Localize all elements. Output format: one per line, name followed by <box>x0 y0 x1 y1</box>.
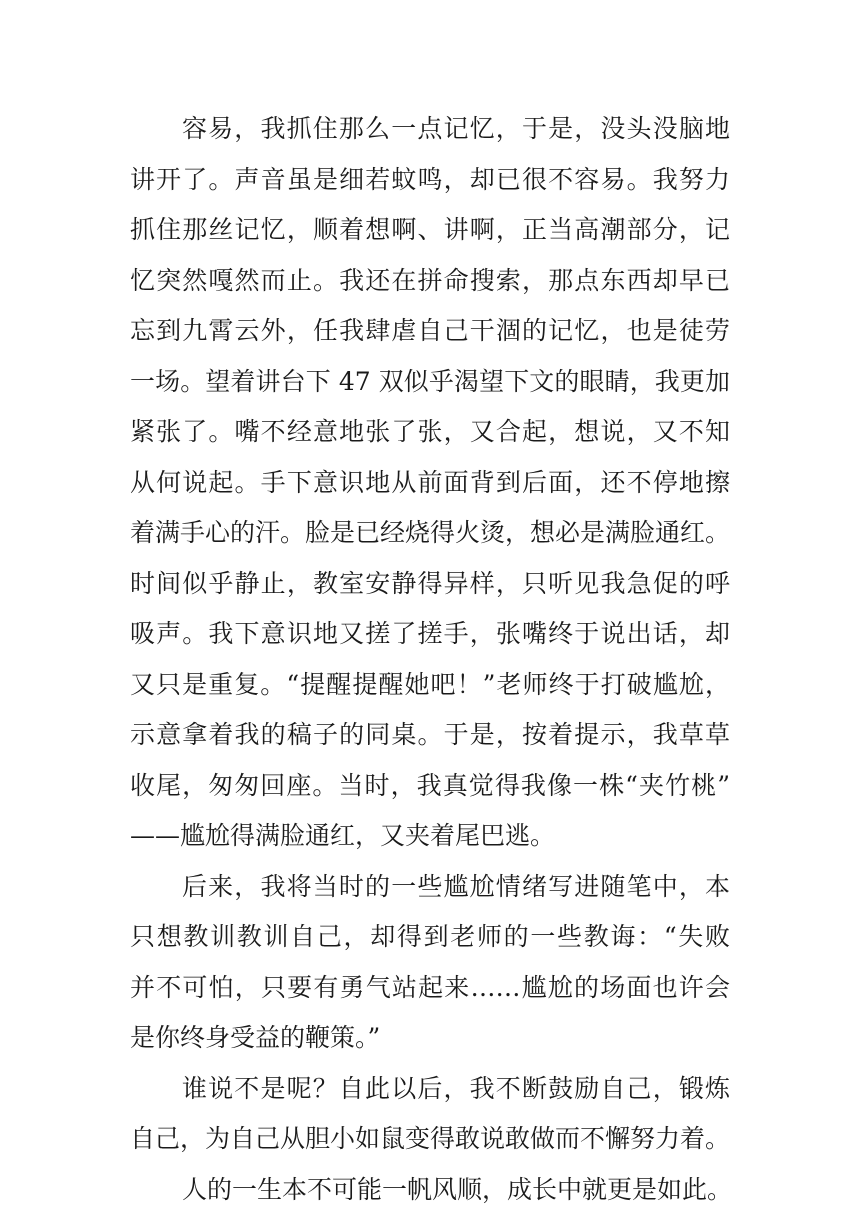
text-line: 着满手心的汗。脸是已经烧得火烫，想必是满脸通红。 <box>130 518 731 547</box>
text-line: ——尴尬得满脸通红，又夹着尾巴逃。 <box>130 821 556 850</box>
text-line: 是你终身受益的鞭策。” <box>130 1023 381 1052</box>
text-line: 讲开了。声音虽是细若蚊鸣，却已很不容易。我努力 <box>130 164 730 194</box>
text-line: 吸声。我下意识地又搓了搓手，张嘴终于说出话，却 <box>130 619 730 648</box>
text-line: 人的一生本不可能一帆风顺，成长中就更是如此。 <box>182 1174 733 1204</box>
essay-text <box>130 104 733 1215</box>
text-line: 自己，为自己从胆小如鼠变得敢说敢做而不懈努力着。 <box>130 1124 731 1153</box>
text-line: 忘到九霄云外，任我肆虐自己干涸的记忆，也是徒劳 <box>130 316 730 345</box>
text-line: 紧张了。嘴不经意地张了张，又合起，想说，又不知 <box>130 417 730 446</box>
text-line: 从何说起。手下意识地从前面背到后面，还不停地擦 <box>130 467 730 497</box>
text-line: 谁说不是呢？自此以后，我不断鼓励自己，锻炼 <box>182 1073 730 1103</box>
text-line: 收尾，匆匆回座。当时，我真觉得我像一株“夹竹桃” <box>130 770 730 800</box>
text-line: 又只是重复。“提醒提醒她吧！”老师终于打破尴尬， <box>130 669 730 699</box>
text-line: 一场。望着讲台下 47 双似乎渴望下文的眼睛，我更加 <box>130 366 730 396</box>
text-line: 示意拿着我的稿子的同桌。于是，按着提示，我草草 <box>130 720 730 749</box>
text-line: 时间似乎静止，教室安静得异样，只听见我急促的呼 <box>130 568 730 598</box>
text-line: 抓住那丝记忆，顺着想啊、讲啊，正当高潮部分，记 <box>130 215 730 244</box>
text-line: 只想教训教训自己，却得到老师的一些教诲：“失败 <box>130 922 730 951</box>
text-line: 后来，我将当时的一些尴尬情绪写进随笔中，本 <box>182 871 730 901</box>
text-line: 容易，我抓住那么一点记忆，于是，没头没脑地 <box>182 114 730 143</box>
text-line: 忆突然嘎然而止。我还在拼命搜索，那点东西却早已 <box>130 265 730 295</box>
text-line: 并不可怕，只要有勇气站起来……尴尬的场面也许会 <box>130 972 730 1002</box>
